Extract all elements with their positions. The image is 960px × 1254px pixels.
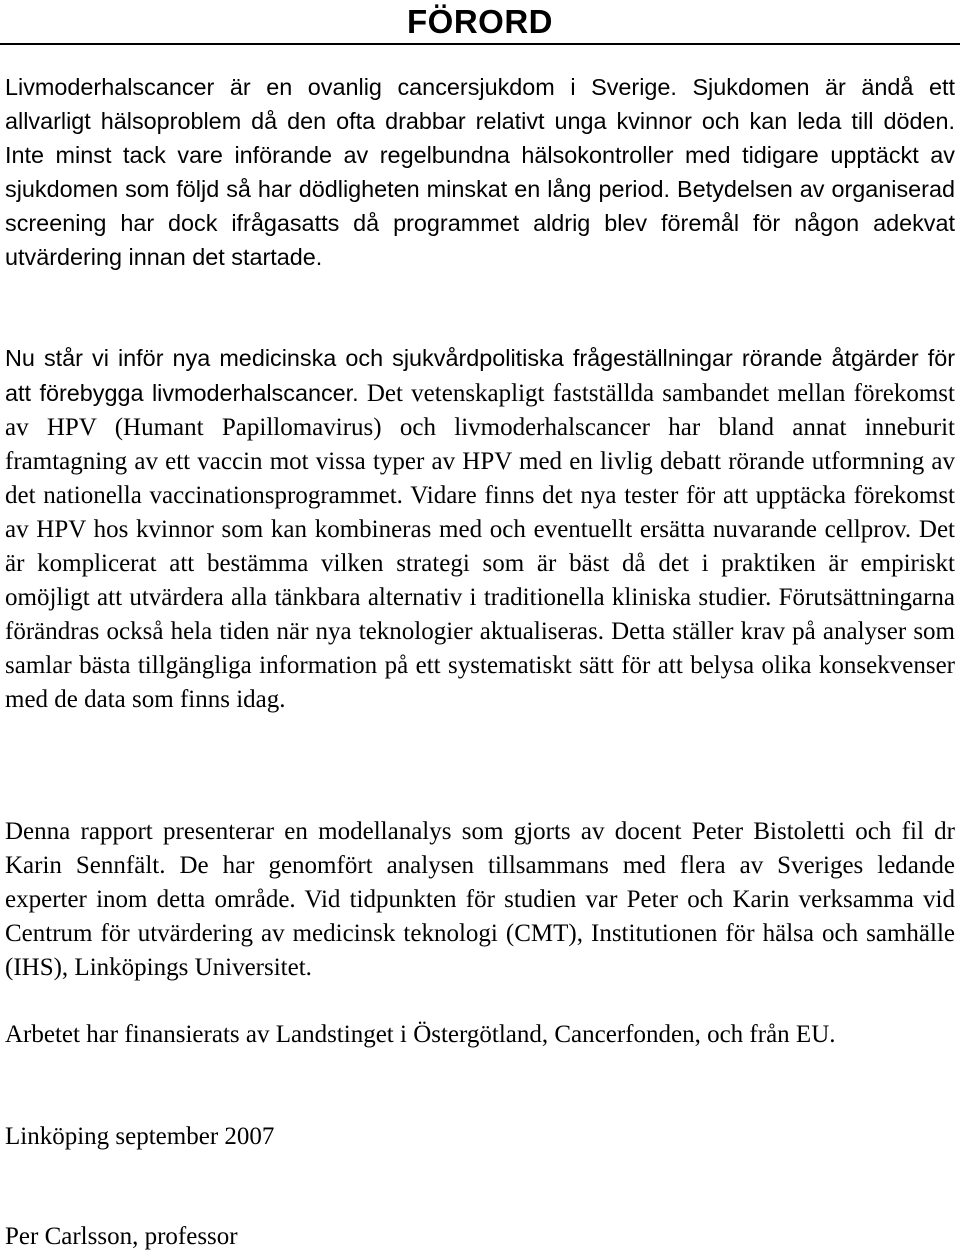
paragraph-hpv-body: Det vetenskapligt fastställda sambandet mellan förekomst av HPV (Humant Papillomavirus) och livmoderhalscancer har bland annat inneburit framtagning av ett vaccin mot vissa typer av HPV med en livlig debatt rörande utformning av det nationella vaccinationsprogrammet. Vidare finns det nya tester för att upptäcka förekomst av HPV hos kvinnor som kan kombineras med och eventuellt ersätta nuvarande cellprov. Det är komplicerat att bestämma vilken strategi som är bäst då det i praktiken är empiriskt omöjligt att utvärdera alla tänkbara alternativ i traditionella kliniska studier. Förutsättningarna förändras också hela tiden när nya teknologier aktualiseras. Detta ställer krav på analyser som samlar bästa tillgängliga information på ett systematiskt sätt för att belysa olika konsekvenser med de data som finns idag.: [5, 380, 955, 713]
paragraph-funding: Arbetet har finansierats av Landstinget i Östergötland, Cancerfonden, och från EU.: [5, 1021, 836, 1048]
paragraph-intro: Livmoderhalscancer är en ovanlig cancersjukdom i Sverige. Sjukdomen är ändå ett allvarligt hälsoproblem då den ofta drabbar relativt unga kvinnor och kan leda till döden. Inte minst tack vare införande av regelbundna hälsokontroller med tidigare upptäckt av sjukdomen som följd så har dödligheten minskat en lång period. Betydelsen av organiserad screening har dock ifrågasatts då programmet aldrig blev föremål för någon adekvat utvärdering innan det startade.: [5, 74, 955, 270]
paragraph-report: Denna rapport presenterar en modellanalys som gjorts av docent Peter Bistoletti och fil dr Karin Sennfält. De har genomfört analysen tillsammans med flera av Sveriges ledande experter inom detta område. Vid tidpunkten för studien var Peter och Karin verksamma vid Centrum för utvärdering av medicinsk teknologi (CMT), Institutionen för hälsa och samhälle (IHS), Linköpings Universitet.: [5, 818, 955, 981]
title-divider: [0, 43, 960, 45]
signature: Per Carlsson, professor: [5, 1223, 238, 1250]
paragraph-hpv: [5, 341, 955, 717]
page-title: FÖRORD: [407, 3, 553, 40]
place-date: Linköping september 2007: [5, 1123, 275, 1150]
paragraph-hpv-lead: Nu står vi inför nya medicinska och sjukvårdpolitiska frågeställningar rörande åtgärder för att förebygga livmoderhalscancer.: [5, 345, 955, 406]
